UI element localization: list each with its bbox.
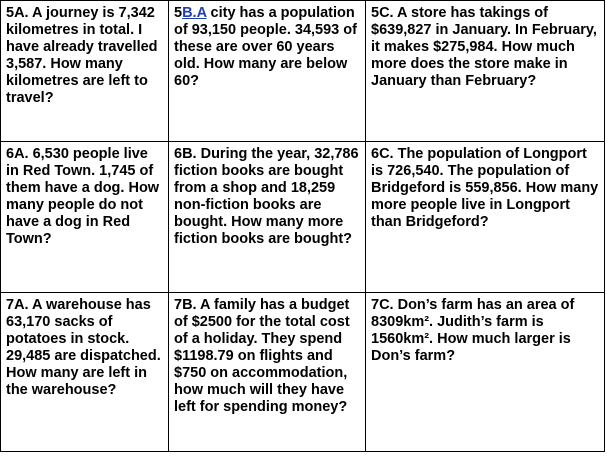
problem-cell-6c [366,142,605,293]
problem-text: city has a population of 93,150 people. 34,593 of these are over 60 years old. How many are below 60? [174,5,357,89]
problem-text: 5C. A store has takings of $639,827 in January. In February, it makes $275,984. How much more does the store make in January than February? [371,5,597,89]
problem-cell-7c [366,293,605,452]
problem-cell-5b [169,1,366,142]
problem-cell-5c [366,1,605,142]
table-row [1,1,605,142]
problem-text: 6A. 6,530 people live in Red Town. 1,745 of them have a dog. How many people do not have a dog in Red Town? [6,146,160,248]
problem-prefix: 5 [174,5,183,21]
problem-cell-5a [1,1,169,142]
problem-cell-7b [169,293,366,452]
problem-text: 7B. A family has a budget of $2500 for the total cost of a holiday. They spend $1198.79 on flights and $750 on accommodation, how much will they have left for spending money? [174,297,350,416]
problem-text: 7A. A warehouse has 63,170 sacks of potatoes in stock. 29,485 are dispatched. How many are left in the warehouse? [6,297,161,399]
problem-cell-6a [1,142,169,293]
problem-text: 5A. A journey is 7,342 kilometres in total. I have already travelled 3,587. How many kilometres are left to travel? [6,5,158,106]
problem-text: 6C. The population of Longport is 726,540. The population of Bridgeford is 559,856. How many more people live in Longport than Bridgeford? [371,146,599,231]
problem-text: 6B. During the year, 32,786 fiction books are bought from a shop and 18,259 non-fiction books are bought. How many more fiction books are bought? [174,146,359,248]
problem-text: 7C. Don’s farm has an area of 8309km². Judith’s farm is 1560km². How much larger is Don’s farm? [371,297,575,365]
table-row [1,293,605,452]
problem-cell-6b [169,142,366,293]
problem-cell-7a [1,293,169,452]
table-row [1,142,605,293]
problem-link[interactable]: B.A [182,5,207,21]
